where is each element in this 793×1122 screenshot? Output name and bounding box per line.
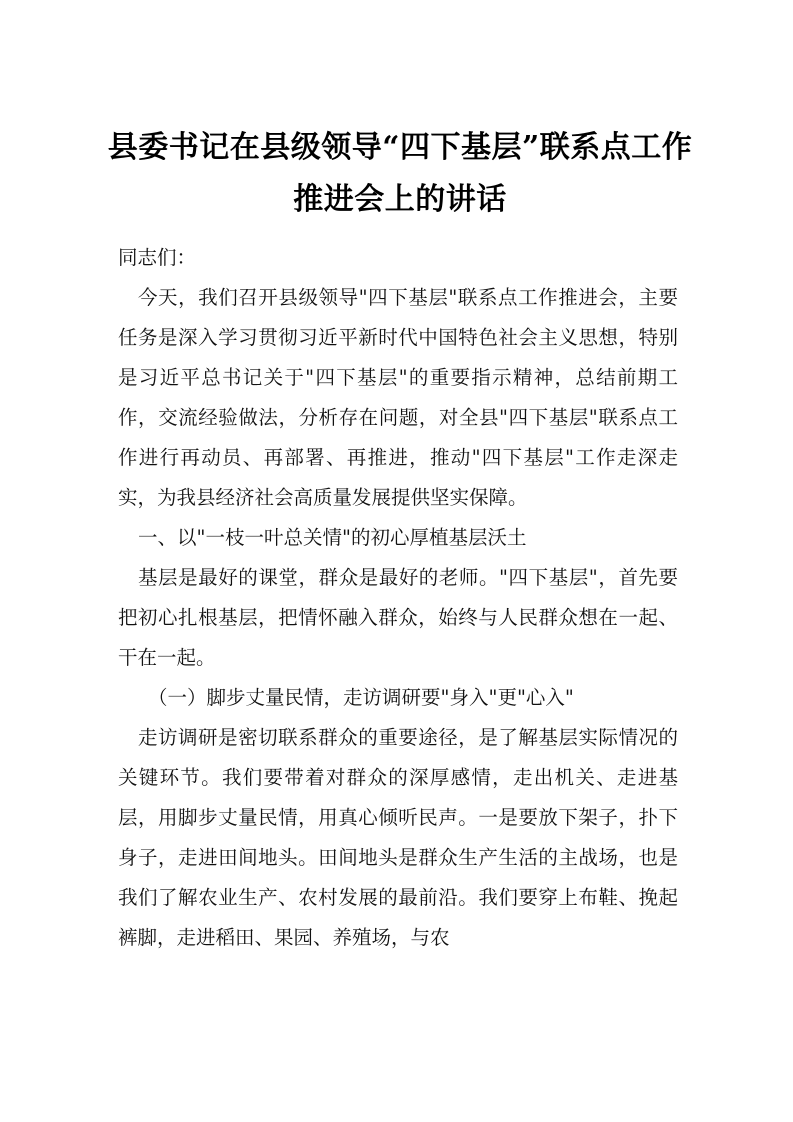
subsection-heading-1: （一）脚步丈量民情，走访调研要"身入"更"心入": [148, 686, 574, 709]
document-body: [118, 238, 678, 958]
section-heading-1: 一、以"一枝一叶总关情"的初心厚植基层沃土: [138, 526, 527, 549]
paragraph-intro: 今天，我们召开县级领导"四下基层"联系点工作推进会，主要任务是深入学习贯彻习近平新时代中国特色社会主义思想，特别是习近平总书记关于"四下基层"的重要指示精神，总结前期工作，交流经验做法，分析存在问题，对全县"四下基层"联系点工作进行再动员、再部署、再推进，推动"四下基层"工作走深走实，为我县经济社会高质量发展提供坚实保障。: [118, 286, 678, 509]
paragraph: 走访调研是密切联系群众的重要途径，是了解基层实际情况的关键环节。我们要带着对群众的深厚感情，走出机关、走进基层，用脚步丈量民情，用真心倾听民声。一是要放下架子，扑下身子，走进田间地头。田间地头是群众生产生活的主战场，也是我们了解农业生产、农村发展的最前沿。我们要穿上布鞋、挽起裤脚，走进稻田、果园、养殖场，与农: [118, 726, 678, 949]
paragraph: 基层是最好的课堂，群众是最好的老师。"四下基层"，首先要把初心扎根基层，把情怀融入群众，始终与人民群众想在一起、干在一起。: [118, 566, 678, 669]
salutation: 同志们：: [118, 246, 197, 269]
document-title: 县委书记在县级领导“四下基层”联系点工作推进会上的讲话: [107, 130, 693, 217]
